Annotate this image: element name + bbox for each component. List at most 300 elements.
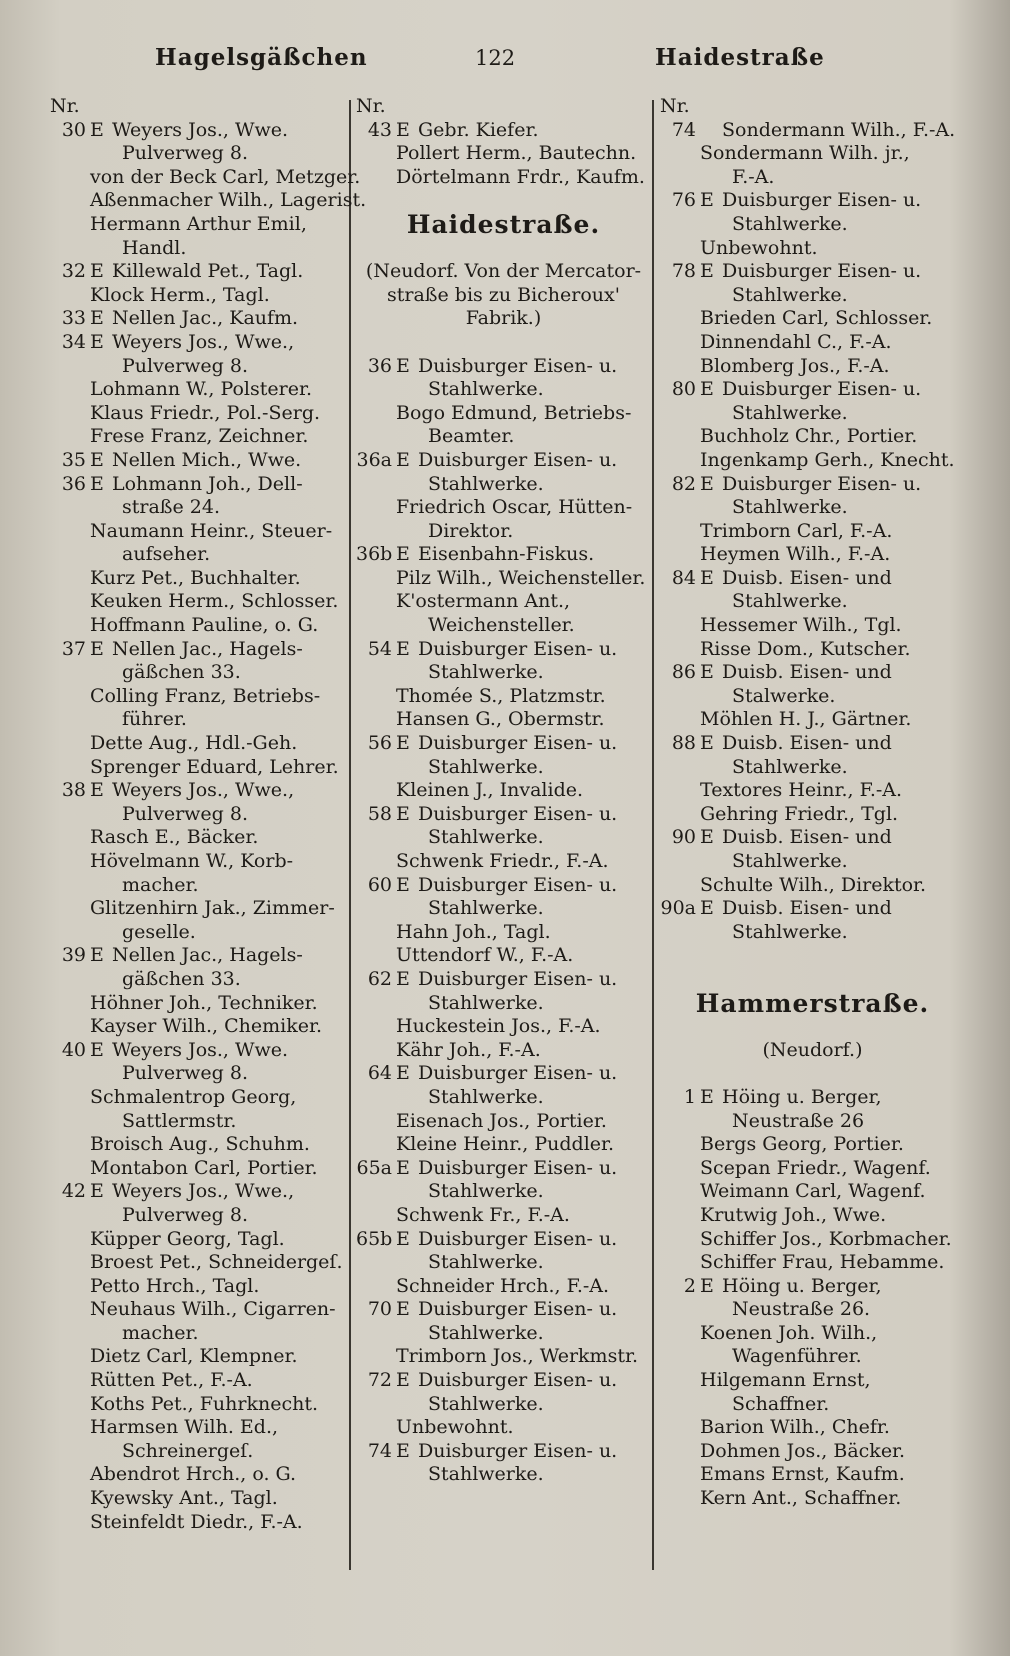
resident-line: Petto Hrch., Tagl. [90, 1274, 260, 1297]
continuation-line: Pulverweg 8. [122, 802, 248, 825]
house-number: 35 [61, 448, 86, 471]
continuation-line: gäßchen 33. [122, 967, 241, 990]
owner-mark: E [396, 802, 410, 825]
house-entry [356, 968, 651, 992]
nr-label: Nr. [50, 95, 80, 117]
house-number: 43 [367, 118, 392, 141]
house-entry [50, 260, 345, 284]
owner-mark: E [700, 1085, 714, 1108]
resident-line: Schiffer Jos., Korbmacher. [700, 1227, 952, 1250]
house-number: 80 [671, 378, 696, 401]
house-number: 42 [61, 1180, 86, 1203]
owner-mark: E [700, 661, 714, 684]
house-number: 36a [356, 448, 392, 471]
house-entry [356, 355, 651, 379]
owner-mark: E [396, 967, 410, 990]
resident-name: Duisburger Eisen- u. [418, 1369, 618, 1392]
resident-line: Koenen Joh. Wilh., [700, 1321, 878, 1344]
house-entry [50, 638, 345, 662]
continuation-line: geselle. [122, 920, 196, 943]
house-entry [660, 1275, 965, 1299]
resident-line: Textores Heinr., F.-A. [700, 779, 903, 802]
owner-mark: E [90, 944, 104, 967]
resident-name: Nellen Jac., Hagels- [112, 944, 303, 967]
resident-name: Duisb. Eisen- und [722, 566, 892, 589]
owner-mark: E [396, 448, 410, 471]
resident-line: Höhner Joh., Techniker. [90, 991, 318, 1014]
house-number: 90a [660, 897, 696, 920]
house-entry [50, 119, 345, 143]
house-entry [660, 1086, 965, 1110]
resident-name: Duisburger Eisen- u. [418, 637, 618, 660]
owner-mark: E [90, 1180, 104, 1203]
resident-line: Abendrot Hrch., o. G. [90, 1463, 297, 1486]
house-entry [356, 1157, 651, 1181]
house-number: 82 [671, 472, 696, 495]
house-entry [660, 473, 965, 497]
resident-line: Friedrich Oscar, Hütten- [396, 496, 633, 519]
house-entry [50, 473, 345, 497]
continuation-line: führer. [122, 708, 187, 731]
resident-line: Dinnendahl C., F.-A. [700, 330, 892, 353]
resident-line: Schwenk Friedr., F.-A. [396, 850, 609, 872]
house-number: 37 [61, 637, 86, 660]
continuation-line: Stahlwerke. [428, 1251, 544, 1274]
header-right-street: Haidestraße [655, 44, 825, 71]
resident-line: Kyewsky Ant., Tagl. [90, 1487, 278, 1510]
spacer [660, 944, 965, 968]
resident-line: Hansen G., Obermstr. [396, 708, 605, 731]
house-number: 90 [671, 826, 696, 849]
house-number: 76 [671, 189, 696, 212]
resident-line: Frese Franz, Zeichner. [90, 425, 309, 448]
resident-name: Weyers Jos., Wwe., [112, 1180, 295, 1203]
resident-line: Pilz Wilh., Weichensteller. [396, 566, 646, 589]
continuation-line: aufseher. [122, 543, 211, 566]
continuation-line: Handl. [122, 236, 187, 259]
street-heading: Hammerstraße. [695, 988, 930, 1018]
owner-mark: E [700, 472, 714, 495]
column-divider [349, 100, 351, 1570]
continuation-line: Stahlwerke. [428, 1085, 544, 1108]
street-note: straße bis zu Bicheroux' [387, 283, 620, 306]
continuation-line: Stahlwerke. [428, 897, 544, 920]
header-left-street: Hagelsgäßchen [155, 44, 368, 71]
resident-name: Duisburger Eisen- u. [418, 873, 618, 896]
resident-name: Duisburger Eisen- u. [418, 802, 618, 825]
continuation-line: Stahlwerke. [732, 850, 848, 872]
column-divider [652, 100, 654, 1570]
house-number: 36b [356, 543, 393, 566]
resident-name: Duisb. Eisen- und [722, 732, 892, 755]
resident-line: Sprenger Eduard, Lehrer. [90, 755, 339, 778]
continuation-line: Stahlwerke. [732, 212, 848, 235]
continuation-line: Stahlwerke. [428, 755, 544, 778]
continuation-line: Stahlwerke. [732, 496, 848, 519]
house-number: 36 [367, 354, 392, 377]
resident-line: Harmsen Wilh. Ed., [90, 1416, 279, 1439]
resident-line: Krutwig Joh., Wwe. [700, 1203, 887, 1226]
resident-name: Duisburger Eisen- u. [722, 472, 922, 495]
house-number: 40 [61, 1038, 86, 1061]
resident-line: Hoffmann Pauline, o. G. [90, 614, 319, 637]
resident-line: Barion Wilh., Chefr. [700, 1416, 890, 1439]
resident-line: Montabon Carl, Portier. [90, 1156, 318, 1179]
resident-line: Steinfeldt Diedr., F.-A. [90, 1510, 303, 1533]
house-number: 65b [356, 1227, 393, 1250]
house-number: 78 [671, 260, 696, 283]
resident-line: Hilgemann Ernst, [700, 1369, 871, 1392]
page-header [40, 44, 970, 84]
house-number: 30 [61, 118, 86, 141]
resident-name: Sondermann Wilh., F.-A. [722, 118, 956, 141]
house-number: 1 [683, 1085, 696, 1108]
owner-mark: E [90, 472, 104, 495]
resident-name: Duisb. Eisen- und [722, 661, 892, 684]
resident-line: Thomée S., Platzmstr. [396, 684, 606, 707]
continuation-line: Stahlwerke. [428, 1180, 544, 1203]
continuation-line: Stahlwerke. [732, 401, 848, 424]
continuation-line: macher. [122, 1321, 199, 1344]
continuation-line: Pulverweg 8. [122, 354, 248, 377]
house-entry [660, 732, 965, 756]
house-entry [660, 119, 965, 143]
resident-line: Schulte Wilh., Direktor. [700, 873, 927, 896]
continuation-line: Stahlwerke. [428, 1392, 544, 1415]
resident-line: Kurz Pet., Buchhalter. [90, 566, 301, 589]
owner-mark: E [700, 189, 714, 212]
resident-line: Möhlen H. J., Gärtner. [700, 708, 912, 731]
continuation-line: Stalwerke. [732, 684, 836, 707]
resident-name: Weyers Jos., Wwe., [112, 330, 295, 353]
resident-line: Hövelmann W., Korb- [90, 850, 294, 872]
resident-line: Trimborn Carl, F.-A. [700, 519, 893, 542]
resident-line: Unbewohnt. [396, 1416, 514, 1439]
continuation-line: Direktor. [428, 519, 514, 542]
resident-line: Eisenach Jos., Portier. [396, 1109, 607, 1132]
continuation-line: Pulverweg 8. [122, 142, 248, 165]
resident-line: Schneider Hrch., F.-A. [396, 1274, 610, 1297]
resident-name: Duisburger Eisen- u. [722, 260, 922, 283]
resident-line: Koths Pet., Fuhrknecht. [90, 1392, 318, 1415]
continuation-line: Stahlwerke. [732, 590, 848, 613]
resident-name: Duisburger Eisen- u. [418, 354, 618, 377]
owner-mark: E [700, 566, 714, 589]
owner-mark: E [396, 1439, 410, 1462]
house-entry [50, 1039, 345, 1063]
owner-mark: E [700, 378, 714, 401]
resident-line: Kähr Joh., F.-A. [396, 1038, 541, 1061]
resident-line: Hermann Arthur Emil, [90, 212, 307, 235]
owner-mark: E [90, 330, 104, 353]
resident-line: Kern Ant., Schaffner. [700, 1487, 902, 1510]
owner-mark: E [396, 1062, 410, 1085]
resident-name: Duisburger Eisen- u. [418, 1156, 618, 1179]
resident-line: Hahn Joh., Tagl. [396, 920, 551, 943]
resident-line: Buchholz Chr., Portier. [700, 425, 918, 448]
spacer [660, 1015, 965, 1039]
continuation-line: Schreinergeſ. [122, 1439, 254, 1462]
resident-line: Broisch Aug., Schuhm. [90, 1133, 310, 1156]
continuation-line: F.-A. [732, 165, 775, 188]
resident-line: Klock Herm., Tagl. [90, 283, 270, 306]
continuation-line: Pulverweg 8. [122, 1062, 248, 1085]
resident-line: Schiffer Frau, Hebamme. [700, 1251, 945, 1274]
spacer [356, 237, 651, 261]
resident-name: Duisb. Eisen- und [722, 826, 892, 849]
owner-mark: E [90, 779, 104, 802]
resident-line: Brieden Carl, Schlosser. [700, 307, 933, 330]
resident-line: Broest Pet., Schneidergeſ. [90, 1251, 343, 1274]
resident-line: Weimann Carl, Wagenf. [700, 1180, 926, 1203]
resident-line: Uttendorf W., F.-A. [396, 944, 574, 967]
resident-line: Dette Aug., Hdl.-Geh. [90, 732, 298, 755]
house-entry [660, 378, 965, 402]
resident-line: Gehring Friedr., Tgl. [700, 802, 899, 825]
house-entry [660, 661, 965, 685]
house-entry [660, 826, 965, 850]
house-number: 64 [367, 1062, 392, 1085]
owner-mark: E [396, 1369, 410, 1392]
house-number: 72 [367, 1369, 392, 1392]
owner-mark: E [396, 1298, 410, 1321]
resident-line: Heymen Wilh., F.-A. [700, 543, 891, 566]
resident-line: Ingenkamp Gerh., Knecht. [700, 448, 955, 471]
resident-line: Kayser Wilh., Chemiker. [90, 1015, 322, 1038]
house-number: 65a [356, 1156, 392, 1179]
resident-line: Emans Ernst, Kaufm. [700, 1463, 905, 1486]
continuation-line: Pulverweg 8. [122, 1203, 248, 1226]
owner-mark: E [90, 448, 104, 471]
house-number: 33 [61, 307, 86, 330]
street-heading: Haidestraße. [406, 209, 601, 239]
resident-line: Huckestein Jos., F.-A. [396, 1015, 601, 1038]
spacer [356, 331, 651, 355]
house-number: 86 [671, 661, 696, 684]
resident-line: Sondermann Wilh. jr., [700, 142, 910, 165]
owner-mark: E [396, 1156, 410, 1179]
resident-name: Weyers Jos., Wwe. [112, 118, 289, 141]
resident-name: Duisburger Eisen- u. [418, 1062, 618, 1085]
resident-line: Dörtelmann Frdr., Kaufm. [396, 165, 645, 188]
spacer [660, 1062, 965, 1086]
street-note: (Neudorf.) [762, 1038, 863, 1061]
continuation-line: Neustraße 26. [732, 1298, 871, 1321]
resident-line: Kleinen J., Invalide. [396, 779, 584, 802]
resident-name: Gebr. Kiefer. [418, 118, 539, 141]
resident-name: Nellen Jac., Hagels- [112, 637, 303, 660]
resident-line: Dietz Carl, Klempner. [90, 1345, 298, 1368]
owner-mark: E [396, 637, 410, 660]
resident-line: Glitzenhirn Jak., Zimmer- [90, 897, 335, 920]
house-entry [356, 119, 651, 143]
resident-line: Unbewohnt. [700, 236, 818, 259]
house-entry [356, 732, 651, 756]
house-entry [50, 307, 345, 331]
house-entry [356, 874, 651, 898]
resident-line: K'ostermann Ant., [396, 590, 571, 613]
resident-line: Küpper Georg, Tagl. [90, 1227, 285, 1250]
house-number: 62 [367, 967, 392, 990]
house-number: 84 [671, 566, 696, 589]
continuation-line: Sattlermstr. [122, 1109, 237, 1132]
owner-mark: E [90, 637, 104, 660]
house-number: 74 [367, 1439, 392, 1462]
owner-mark: E [700, 1274, 714, 1297]
resident-line: Aßenmacher Wilh., Lagerist. [90, 189, 367, 212]
resident-line: Colling Franz, Betriebs- [90, 684, 321, 707]
nr-label: Nr. [356, 95, 386, 117]
continuation-line: straße 24. [122, 496, 220, 519]
resident-line: Hessemer Wilh., Tgl. [700, 614, 902, 637]
owner-mark: E [90, 118, 104, 141]
continuation-line: Beamter. [428, 425, 515, 448]
resident-name: Höing u. Berger, [722, 1085, 882, 1108]
resident-line: Bergs Georg, Portier. [700, 1133, 904, 1156]
owner-mark: E [396, 354, 410, 377]
continuation-line: Stahlwerke. [732, 920, 848, 943]
house-entry [356, 803, 651, 827]
house-number: 70 [367, 1298, 392, 1321]
resident-name: Weyers Jos., Wwe. [112, 1038, 289, 1061]
house-entry [660, 260, 965, 284]
house-number: 74 [671, 118, 696, 141]
resident-line: Lohmann W., Polsterer. [90, 378, 312, 401]
house-entry [356, 638, 651, 662]
resident-name: Nellen Jac., Kaufm. [112, 307, 299, 330]
continuation-line: Weichensteller. [428, 614, 575, 637]
owner-mark: E [90, 260, 104, 283]
column-2 [356, 95, 651, 1487]
continuation-line: Stahlwerke. [732, 755, 848, 778]
resident-line: Kleine Heinr., Puddler. [396, 1133, 615, 1156]
resident-line: Trimborn Jos., Werkmstr. [396, 1345, 638, 1368]
house-number: 2 [683, 1274, 696, 1297]
house-number: 88 [671, 732, 696, 755]
column-1 [50, 95, 367, 1534]
continuation-line: Stahlwerke. [428, 472, 544, 495]
continuation-line: Neustraße 26 [732, 1109, 865, 1132]
house-entry [50, 1180, 345, 1204]
page-number: 122 [475, 46, 516, 70]
owner-mark: E [396, 732, 410, 755]
street-note: (Neudorf. Von der Mercator- [365, 260, 642, 283]
house-number: 36 [61, 472, 86, 495]
continuation-line: Stahlwerke. [428, 661, 544, 684]
owner-mark: E [700, 260, 714, 283]
resident-line: Dohmen Jos., Bäcker. [700, 1439, 906, 1462]
house-entry [50, 779, 345, 803]
continuation-line: Stahlwerke. [428, 826, 544, 849]
house-entry [660, 189, 965, 213]
continuation-line: Schaffner. [732, 1392, 830, 1415]
resident-name: Nellen Mich., Wwe. [112, 448, 302, 471]
nr-label: Nr. [660, 95, 690, 117]
resident-name: Duisburger Eisen- u. [722, 378, 922, 401]
house-number: 32 [61, 260, 86, 283]
continuation-line: Stahlwerke. [428, 1463, 544, 1486]
resident-name: Duisburger Eisen- u. [418, 732, 618, 755]
house-entry [356, 1298, 651, 1322]
house-entry [356, 1062, 651, 1086]
resident-line: Neuhaus Wilh., Cigarren- [90, 1298, 336, 1321]
house-number: 54 [367, 637, 392, 660]
house-entry [356, 1440, 651, 1464]
resident-name: Duisburger Eisen- u. [418, 448, 618, 471]
house-entry [50, 944, 345, 968]
house-entry [356, 1228, 651, 1252]
street-note: Fabrik.) [465, 307, 542, 330]
resident-line: Klaus Friedr., Pol.-Serg. [90, 401, 321, 424]
continuation-line: gäßchen 33. [122, 661, 241, 684]
resident-line: Bogo Edmund, Betriebs- [396, 401, 632, 424]
resident-name: Duisburger Eisen- u. [418, 1227, 618, 1250]
house-entry [356, 1369, 651, 1393]
owner-mark: E [700, 897, 714, 920]
resident-name: Weyers Jos., Wwe., [112, 779, 295, 802]
house-entry [50, 331, 345, 355]
owner-mark: E [396, 873, 410, 896]
house-entry [660, 897, 965, 921]
resident-line: Rasch E., Bäcker. [90, 826, 259, 849]
continuation-line: Wagenführer. [732, 1345, 862, 1368]
resident-name: Duisburger Eisen- u. [722, 189, 922, 212]
resident-line: Rütten Pet., F.-A. [90, 1369, 253, 1392]
continuation-line: Stahlwerke. [732, 283, 848, 306]
resident-line: Naumann Heinr., Steuer- [90, 519, 333, 542]
resident-name: Duisburger Eisen- u. [418, 967, 618, 990]
resident-name: Höing u. Berger, [722, 1274, 882, 1297]
owner-mark: E [396, 118, 410, 141]
resident-name: Duisburger Eisen- u. [418, 1298, 618, 1321]
house-entry [50, 449, 345, 473]
resident-name: Lohmann Joh., Dell- [112, 472, 303, 495]
continuation-line: Stahlwerke. [428, 1321, 544, 1344]
house-entry [356, 543, 651, 567]
continuation-line: macher. [122, 873, 199, 896]
resident-line: Blomberg Jos., F.-A. [700, 354, 890, 377]
house-entry [660, 567, 965, 591]
continuation-line: Stahlwerke. [428, 378, 544, 401]
resident-name: Duisb. Eisen- und [722, 897, 892, 920]
house-number: 34 [61, 330, 86, 353]
column-3 [660, 95, 965, 1511]
resident-name: Eisenbahn-Fiskus. [418, 543, 595, 566]
resident-line: Schmalentrop Georg, [90, 1085, 297, 1108]
house-number: 60 [367, 873, 392, 896]
resident-line: Risse Dom., Kutscher. [700, 637, 911, 660]
house-number: 39 [61, 944, 86, 967]
continuation-line: Stahlwerke. [428, 991, 544, 1014]
house-number: 56 [367, 732, 392, 755]
owner-mark: E [396, 543, 410, 566]
house-entry [356, 449, 651, 473]
owner-mark: E [90, 307, 104, 330]
house-number: 58 [367, 802, 392, 825]
resident-line: Scepan Friedr., Wagenf. [700, 1156, 931, 1179]
owner-mark: E [90, 1038, 104, 1061]
resident-line: von der Beck Carl, Metzger. [90, 165, 361, 188]
house-number: 38 [61, 779, 86, 802]
resident-line: Keuken Herm., Schlosser. [90, 590, 339, 613]
owner-mark: E [700, 826, 714, 849]
owner-mark: E [700, 732, 714, 755]
resident-line: Pollert Herm., Bautechn. [396, 142, 637, 165]
resident-line: Schwenk Fr., F.-A. [396, 1203, 570, 1226]
resident-name: Killewald Pet., Tagl. [112, 260, 304, 283]
resident-name: Duisburger Eisen- u. [418, 1439, 618, 1462]
owner-mark: E [396, 1227, 410, 1250]
